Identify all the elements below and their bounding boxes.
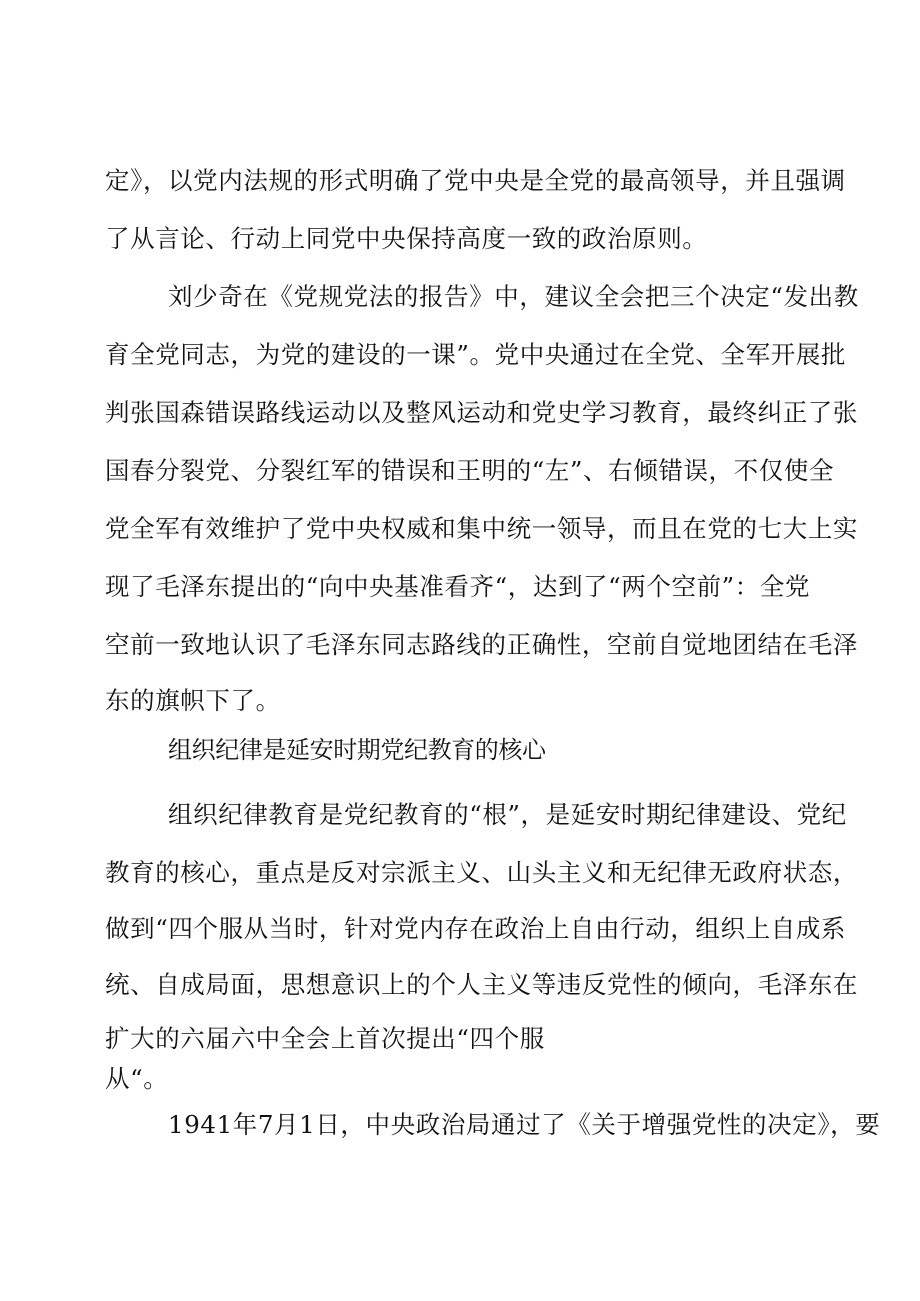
section-heading: 组织纪律是延安时期党纪教育的核心 xyxy=(168,736,546,764)
paragraph-1-line-1: 定》，以党内法规的形式明确了党中央是全党的最高领导，并且强调 xyxy=(105,166,846,195)
paragraph-1-line-2: 了从言论、行动上同党中央保持高度一致的政治原则。 xyxy=(105,224,708,253)
paragraph-3-line-2: 教育的核心，重点是反对宗派主义、山头主义和无纪律无政府状态， xyxy=(105,858,858,887)
paragraph-2-line-5: 党全军有效维护了党中央权威和集中统一领导，而且在党的七大上实 xyxy=(105,514,858,543)
paragraph-2-line-6: 现了毛泽东提出的“向中央基准看齐“，达到了“两个空前”：全党 xyxy=(105,572,811,601)
paragraph-3-line-3: 做到“四个服从当时，针对党内存在政治上自由行动，组织上自成系 xyxy=(105,914,847,943)
paragraph-3-line-4: 统、自成局面，思想意识上的个人主义等违反党性的倾向，毛泽东在 xyxy=(105,970,858,999)
paragraph-2-line-8: 东的旗帜下了。 xyxy=(105,686,281,715)
paragraph-3-line-1: 组织纪律教育是党纪教育的“根”，是延安时期纪律建设、党纪 xyxy=(168,800,847,829)
paragraph-2-line-7: 空前一致地认识了毛泽东同志路线的正确性，空前自觉地团结在毛泽 xyxy=(105,630,858,659)
paragraph-2-line-4: 国春分裂党、分裂红军的错误和王明的“左”、右倾错误，不仅使全 xyxy=(105,456,835,485)
paragraph-2-line-1: 刘少奇在《党规党法的报告》中，建议全会把三个决定“发出教 xyxy=(168,282,859,311)
paragraph-3-line-6: 从“。 xyxy=(105,1064,169,1093)
paragraph-3-line-5: 扩大的六届六中全会上首次提出“四个服 xyxy=(105,1024,545,1053)
paragraph-4-line-1: 1941年7月1日，中央政治局通过了《关于增强党性的决定》，要 xyxy=(168,1110,881,1139)
paragraph-2-line-3: 判张国森错误路线运动以及整风运动和党史学习教育，最终纠正了张 xyxy=(105,398,858,427)
paragraph-2-line-2: 育全党同志，为党的建设的一课”。党中央通过在全党、全军开展批 xyxy=(105,340,847,369)
